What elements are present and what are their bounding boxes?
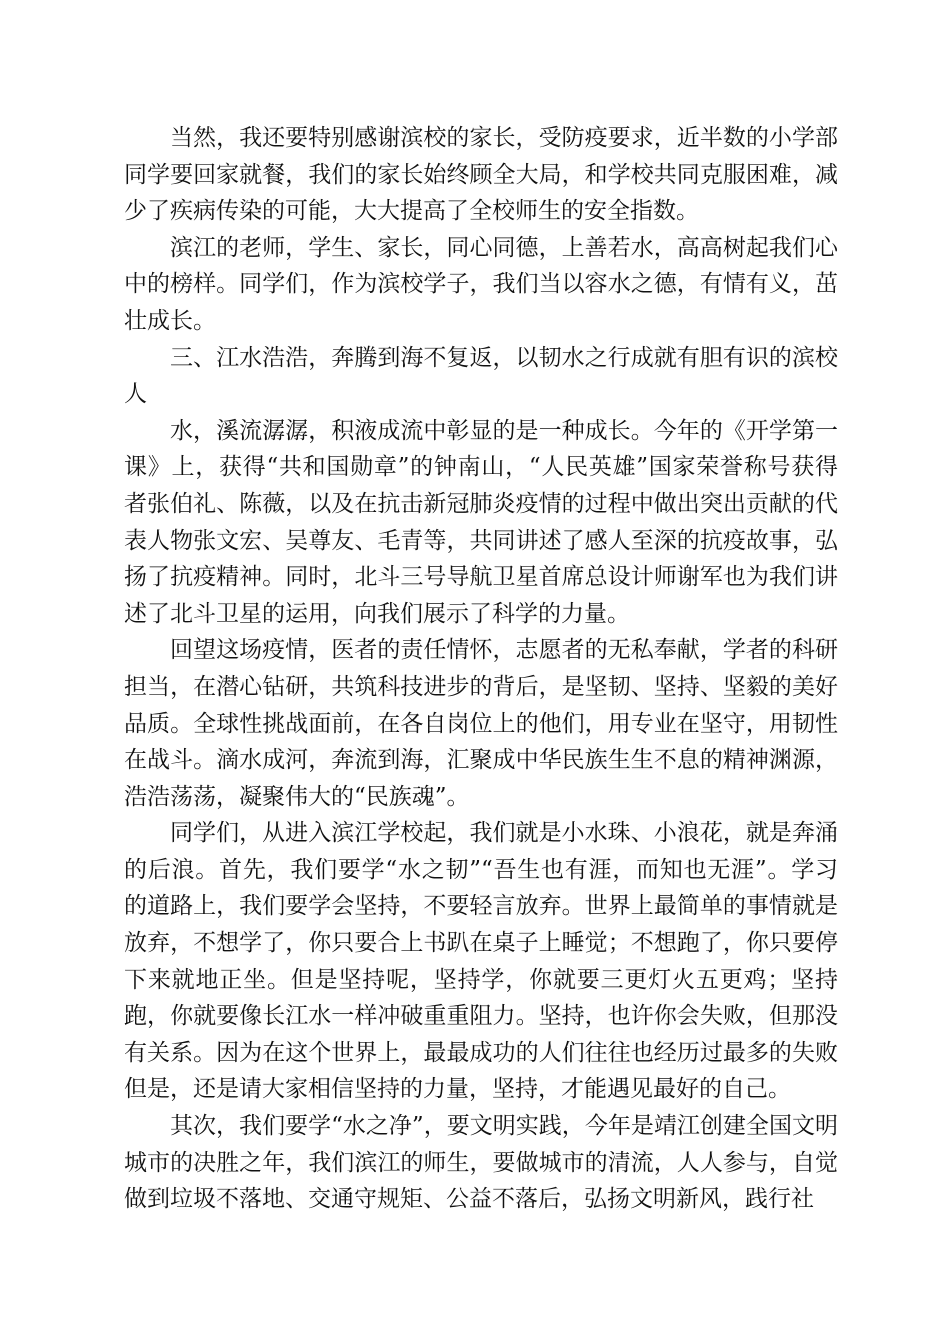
paragraph-water-perseverance: 同学们，从进入滨江学校起，我们就是小水珠、小浪花，就是奔涌的后浪。首先，我们要学“水之韧”“吾生也有涯，而知也无涯”。学习的道路上，我们要学会坚持，不要轻言放弃。世界上最简单的事情就是放弃，不想学了，你只要合上书趴在桌子上睡觉；不想跑了，你只要停下来就地正坐。但是坚持呢，坚持学，你就要三更灯火五更鸡；坚持跑，你就要像长江水一样冲破重重阻力。坚持，也许你会失败，但那没有关系。因为在这个世界上，最最成功的人们往往也经历过最多的失败但是，还是请大家相信坚持的力量，坚持，才能遇见最好的自己。 — [124, 820, 838, 1103]
section-heading-three: 三、江水浩浩，奔腾到海不复返，以韧水之行成就有胆有识的滨校人 — [124, 344, 838, 408]
document-body — [124, 120, 838, 1218]
paragraph-parents-thanks: 当然，我还要特别感谢滨校的家长，受防疫要求，近半数的小学部同学要回家就餐，我们的家长始终顾全大局，和学校共同克服困难，减少了疾病传染的可能，大大提高了全校师生的安全指数。 — [124, 125, 838, 225]
paragraph-first-lesson: 水，溪流潺潺，积液成流中彰显的是一种成长。今年的《开学第一课》上，获得“共和国勋章”的钟南山，“人民英雄”国家荣誉称号获得者张伯礼、陈薇，以及在抗击新冠肺炎疫情的过程中做出突出贡献的代表人物张文宏、吴尊友、毛青等，共同讲述了感人至深的抗疫故事，弘扬了抗疫精神。同时，北斗三号导航卫星首席总设计师谢军也为我们讲述了北斗卫星的运用，向我们展示了科学的力量。 — [124, 417, 838, 627]
paragraph-epidemic-reflection: 回望这场疫情，医者的责任情怀，志愿者的无私奉献，学者的科研担当，在潜心钻研，共筑科技进步的背后，是坚韧、坚持、坚毅的美好品质。全球性挑战面前，在各自岗位上的他们，用专业在坚守，用韧性在战斗。滴水成河，奔流到海，汇聚成中华民族生生不息的精神渊源，浩浩荡荡，凝聚伟大的“民族魂”。 — [124, 637, 838, 810]
paragraph-water-purity: 其次，我们要学“水之净”，要文明实践，今年是靖江创建全国文明城市的决胜之年，我们滨江的师生，要做城市的清流，人人参与，自觉做到垃圾不落地、交通守规矩、公益不落后，弘扬文明新风，践行社 — [124, 1113, 838, 1213]
paragraph-role-models: 滨江的老师，学生、家长，同心同德，上善若水，高高树起我们心中的榜样。同学们，作为滨校学子，我们当以容水之德，有情有义，茁壮成长。 — [124, 234, 838, 334]
